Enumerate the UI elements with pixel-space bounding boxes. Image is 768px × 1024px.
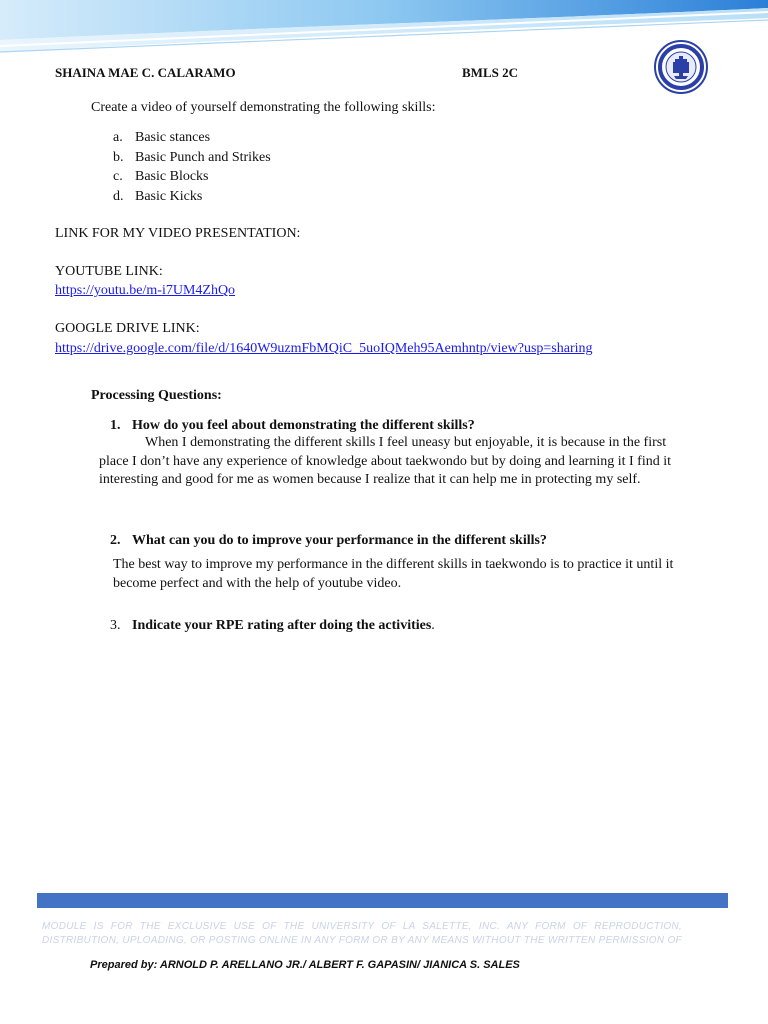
answer-1: When I demonstrating the different skills I feel uneasy but enjoyable, it is because in the first place I don’t have any experience of knowledge about taekwondo but by doing and learning it I find it interesting and good for me as women because I realize that it can help me in protecting my self. xyxy=(99,435,672,487)
video-links-heading: LINK FOR MY VIDEO PRESENTATION: xyxy=(55,226,301,241)
footer-bar xyxy=(37,893,728,908)
processing-questions-heading: Processing Questions: xyxy=(91,388,222,403)
university-seal-icon xyxy=(654,40,708,94)
list-item: d. Basic Kicks xyxy=(113,188,203,204)
question-text: Indicate your RPE rating after doing the activities xyxy=(132,618,432,633)
list-item: a. Basic stances xyxy=(113,130,211,145)
header-wave-decoration xyxy=(0,0,768,70)
question-text: How do you feel about demonstrating the different skills? xyxy=(132,418,475,433)
question-2 xyxy=(110,533,547,549)
task-instruction: Create a video of yourself demonstrating the following skills: xyxy=(91,100,436,115)
youtube-link-label: YOUTUBE LINK: xyxy=(55,264,163,279)
skills-list xyxy=(113,128,271,206)
question-1 xyxy=(110,418,475,434)
question-number: 2. xyxy=(110,533,121,548)
google-drive-link[interactable]: https://drive.google.com/file/d/1640W9uzmFbMQiC_5uoIQMeh95Aemhntp/view?usp=sharing xyxy=(55,341,593,356)
question-3 xyxy=(110,618,435,634)
student-name: SHAINA MAE C. CALARAMO xyxy=(55,65,236,80)
google-drive-link-label: GOOGLE DRIVE LINK: xyxy=(55,321,200,336)
prepared-by: Prepared by: ARNOLD P. ARELLANO JR./ ALBERT F. GAPASIN/ JIANICA S. SALES xyxy=(90,959,520,971)
course-section: BMLS 2C xyxy=(462,65,518,80)
answer-2: The best way to improve my performance in the different skills in taekwondo is to practice it until it become perfect and with the help of youtube video. xyxy=(113,557,674,591)
list-item: c. Basic Blocks xyxy=(113,169,209,184)
copyright-disclaimer: MODULE IS FOR THE EXCLUSIVE USE OF THE UNIVERSITY OF LA SALETTE, INC. ANY FORM OF REPRODUCTION, DISTRIBUTION, UPLOADING, OR POSTING ONLINE IN ANY FORM OR BY ANY MEANS WITHOUT THE WRITTEN PERMISSION OF xyxy=(42,921,682,946)
question-number: 1. xyxy=(110,418,121,433)
list-item: b. Basic Punch and Strikes xyxy=(113,149,271,165)
question-text: What can you do to improve your performance in the different skills? xyxy=(132,533,547,548)
question-number: 3. xyxy=(110,618,121,633)
youtube-link[interactable]: https://youtu.be/m-i7UM4ZhQo xyxy=(55,283,236,298)
question-suffix: . xyxy=(431,618,435,633)
